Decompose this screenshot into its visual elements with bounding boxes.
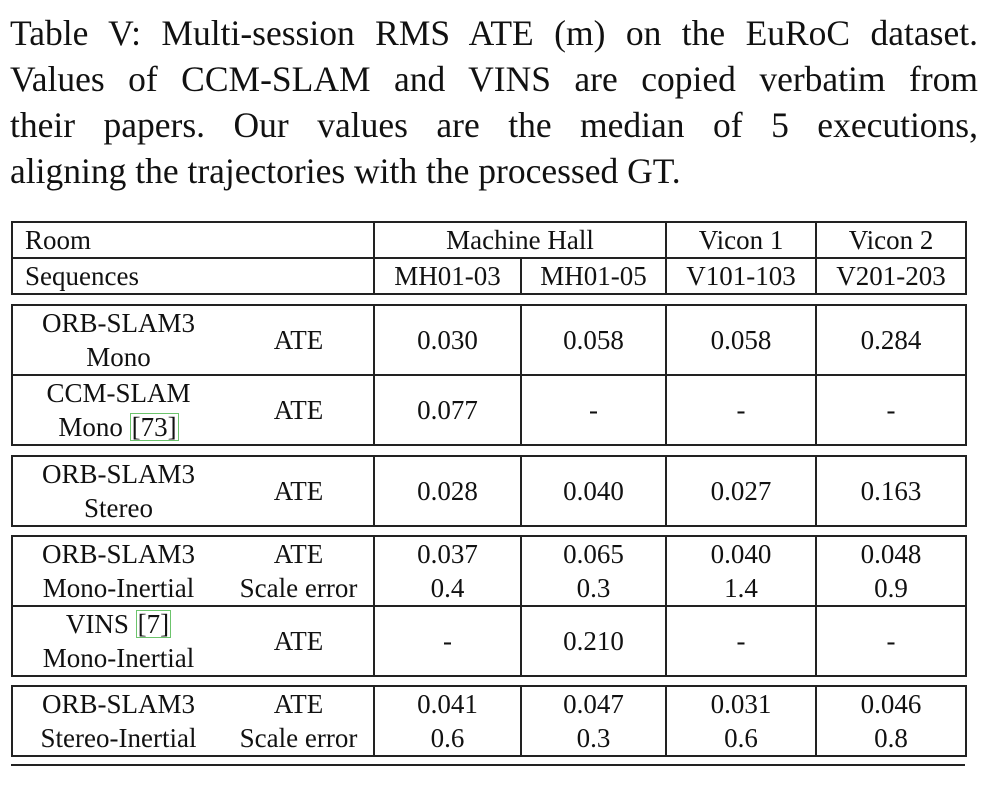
value: 0.3 xyxy=(576,723,611,753)
value: 0.163 xyxy=(860,476,922,506)
method-cell xyxy=(12,606,224,676)
method-name: Mono-Inertial xyxy=(42,643,195,673)
value: - xyxy=(736,626,746,656)
method-name: ORB-SLAM3 xyxy=(41,689,196,719)
room-label: Room xyxy=(12,222,374,258)
bottom-rule xyxy=(11,764,965,766)
metric-cell xyxy=(224,536,374,606)
table-row xyxy=(12,456,966,526)
method-name: Stereo-Inertial xyxy=(40,723,197,753)
metric-cell xyxy=(224,375,374,445)
room-vicon-2: Vicon 2 xyxy=(816,222,966,258)
method-cell xyxy=(12,305,224,375)
value-cell xyxy=(816,305,966,375)
metric-label: ATE xyxy=(273,689,324,719)
value-cell xyxy=(521,606,666,676)
caption-line-3: their papers. Our values are the median of 5 executions, xyxy=(10,105,978,145)
value: 0.030 xyxy=(417,325,478,355)
value: - xyxy=(589,395,598,425)
value: 0.4 xyxy=(430,573,465,603)
value-cell xyxy=(521,536,666,606)
value-cell xyxy=(374,536,521,606)
citation-number: 73 xyxy=(140,412,168,442)
value-cell xyxy=(666,606,816,676)
value: 0.3 xyxy=(576,573,611,603)
value-cell xyxy=(816,375,966,445)
results-block xyxy=(11,685,967,757)
header-sequence-row xyxy=(12,258,966,294)
citation-link[interactable]: [7] xyxy=(137,609,170,639)
value: 0.8 xyxy=(874,723,908,753)
value: 0.040 xyxy=(710,539,772,569)
sequences-label: Sequences xyxy=(12,258,374,294)
value-cell xyxy=(816,606,966,676)
method-cell xyxy=(12,536,224,606)
value: 0.9 xyxy=(874,573,908,603)
value-cell xyxy=(374,375,521,445)
value: 0.284 xyxy=(860,325,922,355)
value: 0.047 xyxy=(563,689,624,719)
results-block xyxy=(11,455,967,527)
sequence-v201-203: V201-203 xyxy=(816,258,966,294)
value-cell xyxy=(521,456,666,526)
table-caption xyxy=(10,10,978,194)
method-name: CCM-SLAM xyxy=(46,378,191,408)
table-header xyxy=(11,221,967,295)
metric-label: ATE xyxy=(273,325,324,355)
value: - xyxy=(886,395,896,425)
value: 1.4 xyxy=(724,573,758,603)
value: 0.041 xyxy=(417,689,478,719)
value: - xyxy=(886,626,896,656)
method-name: ORB-SLAM3 xyxy=(41,459,196,489)
value: 0.040 xyxy=(563,476,624,506)
metric-cell xyxy=(224,686,374,756)
table-row xyxy=(12,536,966,606)
results-block xyxy=(11,304,967,446)
value-cell xyxy=(816,456,966,526)
value: 0.058 xyxy=(710,325,772,355)
table-row xyxy=(12,305,966,375)
results-block xyxy=(11,535,967,677)
value: 0.077 xyxy=(417,395,478,425)
caption-line-1: Table V: Multi-session RMS ATE (m) on the EuRoC dataset. xyxy=(10,13,978,53)
table-row xyxy=(12,606,966,676)
value: 0.065 xyxy=(563,539,624,569)
value: 0.031 xyxy=(710,689,772,719)
value: 0.037 xyxy=(417,539,478,569)
method-name: ORB-SLAM3 xyxy=(41,539,196,569)
value: 0.210 xyxy=(563,626,624,656)
value-cell xyxy=(666,456,816,526)
header-room-row xyxy=(12,222,966,258)
caption-line-4: aligning the trajectories with the processed GT. xyxy=(10,151,681,191)
value: 0.028 xyxy=(417,476,478,506)
metric-cell xyxy=(224,606,374,676)
sequence-v101-103: V101-103 xyxy=(666,258,816,294)
value: 0.048 xyxy=(860,539,922,569)
value-cell xyxy=(666,375,816,445)
metric-label: ATE xyxy=(273,626,324,656)
citation-link[interactable]: [73] xyxy=(131,412,177,442)
value-cell xyxy=(521,305,666,375)
method-name: VINS xyxy=(65,609,129,639)
sequence-mh01-05: MH01-05 xyxy=(521,258,666,294)
value-cell xyxy=(374,686,521,756)
value-cell xyxy=(666,536,816,606)
method-name: ORB-SLAM3 xyxy=(41,308,196,338)
room-machine-hall: Machine Hall xyxy=(374,222,666,258)
metric-label: Scale error xyxy=(239,573,358,603)
method-cell xyxy=(12,686,224,756)
value: 0.058 xyxy=(563,325,624,355)
value-cell xyxy=(374,456,521,526)
method-name: Mono-Inertial xyxy=(42,573,195,603)
table-row xyxy=(12,686,966,756)
value-cell xyxy=(521,686,666,756)
value-cell xyxy=(666,305,816,375)
table-row xyxy=(12,375,966,445)
value: 0.6 xyxy=(430,723,465,753)
method-cell xyxy=(12,375,224,445)
metric-cell xyxy=(224,456,374,526)
value: 0.046 xyxy=(860,689,922,719)
caption-line-2: Values of CCM-SLAM and VINS are copied verbatim from xyxy=(10,59,978,99)
metric-label: ATE xyxy=(273,476,324,506)
value-cell xyxy=(521,375,666,445)
metric-cell xyxy=(224,305,374,375)
value: - xyxy=(736,395,746,425)
method-name: Mono xyxy=(58,412,123,442)
room-vicon-1: Vicon 1 xyxy=(666,222,816,258)
method-name: Mono xyxy=(86,342,151,372)
value-cell xyxy=(816,536,966,606)
metric-label: ATE xyxy=(273,539,324,569)
value: 0.027 xyxy=(710,476,772,506)
citation-number: 7 xyxy=(146,609,161,639)
value-cell xyxy=(666,686,816,756)
value-cell xyxy=(816,686,966,756)
metric-label: ATE xyxy=(273,395,324,425)
method-cell xyxy=(12,456,224,526)
metric-label: Scale error xyxy=(239,723,358,753)
sequence-mh01-03: MH01-03 xyxy=(374,258,521,294)
value-cell xyxy=(374,305,521,375)
method-name: Stereo xyxy=(84,493,153,523)
value: 0.6 xyxy=(724,723,758,753)
value: - xyxy=(443,626,452,656)
value-cell xyxy=(374,606,521,676)
